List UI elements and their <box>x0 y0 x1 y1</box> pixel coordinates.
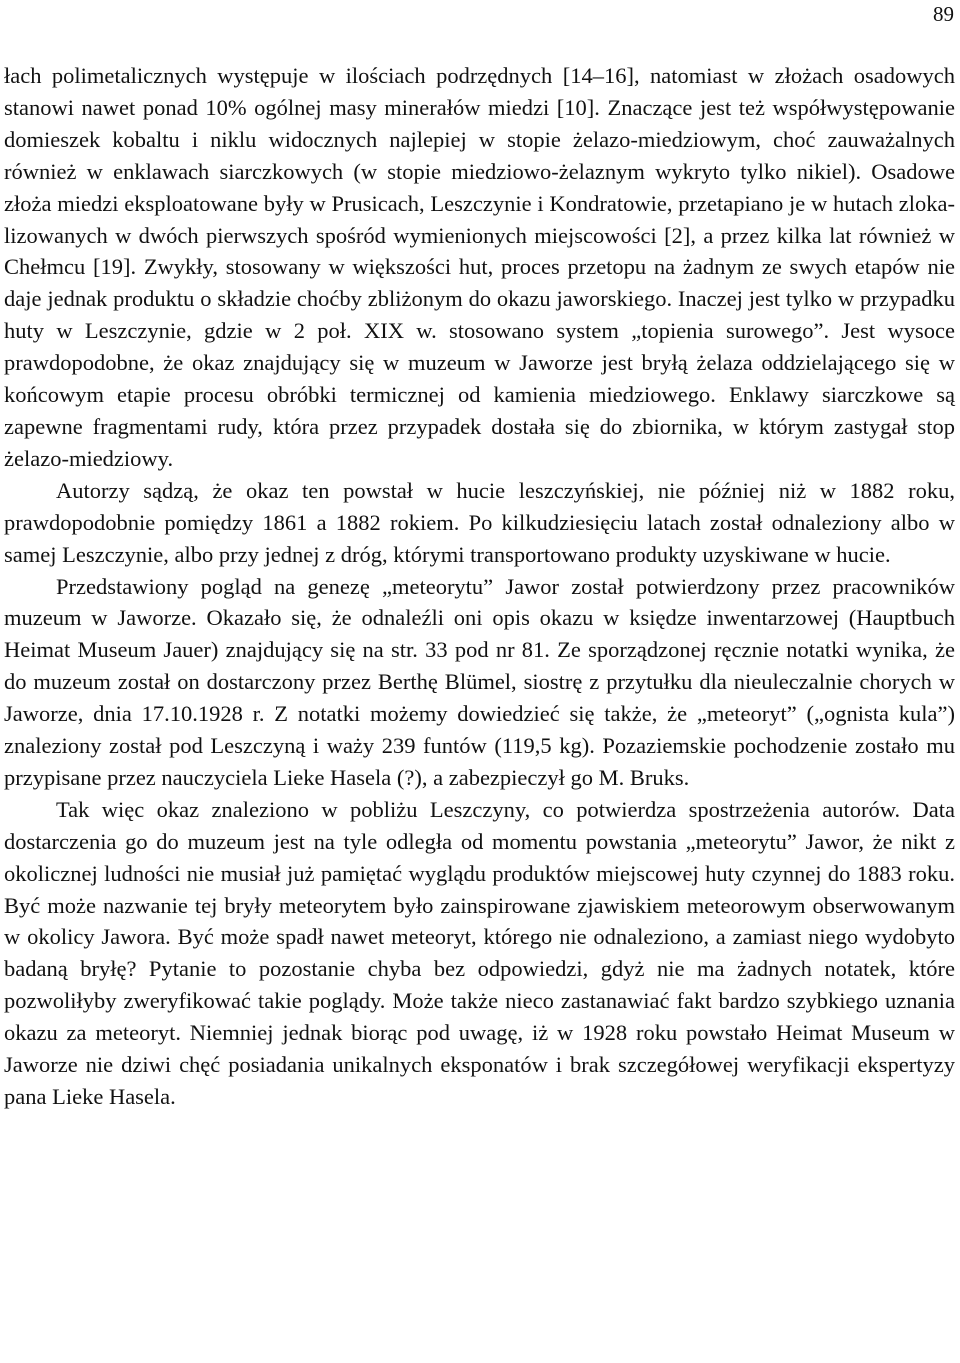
page-number: 89 <box>933 2 954 26</box>
paragraph-2: Autorzy sądzą, że okaz ten powstał w hucie leszczyńskiej, nie później niż w 1882 roku, prawdopodobnie pomiędzy 1861 a 1882 rokiem. Po kilkudziesięciu latach został odnaleziony albo w samej Leszczynie, albo przy jednej z dróg, którymi transportowano produkty uzyskiwane w hucie. <box>4 477 955 567</box>
body-text <box>4 60 955 1113</box>
paragraph-3: Przedstawiony pogląd na genezę „meteorytu” Jawor został potwierdzony przez pracowników muzeum w Jaworze. Okazało się, że odnaleźli oni opis okazu w księdze inwentarzowej (Hauptbuch Heimat Museum Jauer) znajdujący się na str. 33 pod nr 81. Ze sporządzonej ręcznie notatki wynika, że do muzeum został on dostarczony przez Berthę Blümel, siostrę z przytułku dla nieuleczalnie chorych w Jaworze, dnia 17.10.1928 r. Z notatki możemy dowiedzieć się także, że „meteoryt” („ognista kula”) znaleziony został pod Leszczyną i waży 239 funtów (119,5 kg). Pozaziemskie pochodzenie zostało mu przypisane przez nauczyciela Lieke Hasela (?), a zabezpieczył go M. Bruks. <box>4 573 955 790</box>
paragraph-4: Tak więc okaz znaleziono w pobliżu Leszczyny, co potwierdza spostrzeżenia autorów. Data dostarczenia go do muzeum jest na tyle odległa od momentu powstania „meteorytu” Jawor, że nikt z okolicznej ludności nie musiał już pamiętać wyglądu produktów miejscowej huty czynnej do 1883 roku. Być może nazwanie tej bryły meteorytem było zainspirowane zjawiskiem meteorowym obserwowanym w okolicy Jawora. Być może spadł nawet meteoryt, którego nie odnaleziono, a zamiast niego wydobyto badaną bryłę? Pytanie to pozostanie chyba bez odpowiedzi, gdyż nie ma żadnych notatek, które pozwoliłyby zweryfikować takie poglądy. Może także nieco zastanawiać fakt bardzo szybkiego uznania okazu za meteoryt. Niemniej jednak biorąc pod uwagę, iż w 1928 roku powstało Heimat Museum w Jaworze nie dziwi chęć posiadania unikalnych eksponatów i brak szczegółowej weryfikacji ekspertyzy pana Lieke Hasela. <box>4 796 955 1109</box>
paragraph-1: łach polimetalicznych występuje w ilościach podrzędnych [14–16], natomiast w złożach osadowych stanowi nawet ponad 10% ogólnej masy minerałów miedzi [10]. Znaczące jest też współwystępowanie domieszek kobaltu i niklu widocznych najlepiej w stopie żelazo-miedziowym, choć zauważalnych również w enklawach siarczkowych (w stopie miedziowo-żelaznym wykryto tylko nikiel). Osadowe złoża miedzi eksploatowane były w Prusicach, Leszczynie i Kondratowie, przetapiano je w hutach zlokalizowanych w dwóch pierwszych spośród wymienionych miejscowości [2], a przez kilka lat również w Chełmcu [19]. Zwykły, stosowany w większości hut, proces przetopu na żadnym ze swych etapów nie daje jednak produktu o składzie choćby zbliżonym do okazu jaworskiego. Inaczej jest tylko w przypadku huty w Leszczynie, gdzie w 2 poł. XIX w. stosowano system „topienia surowego”. Jest wysoce prawdopodobne, że okaz znajdujący się w muzeum w Jaworze jest bryłą żelaza oddzielającego się w końcowym etapie procesu obróbki termicznej od kamienia miedziowego. Enklawy siarczkowe są zapewne fragmentami rudy, która przez przypadek dostała się do zbiornika, w którym zastygał stop żelazo-miedziowy. <box>4 63 955 471</box>
